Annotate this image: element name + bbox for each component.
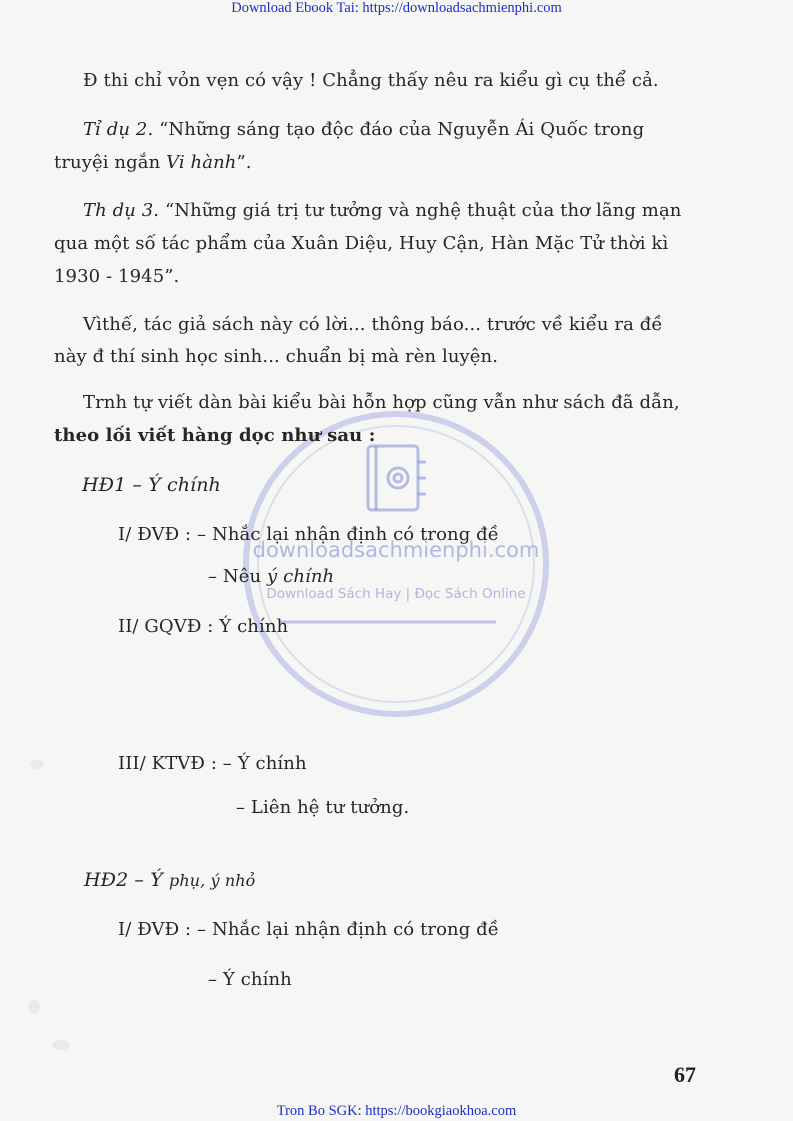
example-2-line-2: [54, 152, 252, 173]
scan-speck: [30, 760, 44, 769]
example-2-label: Tỉ dụ 2.: [83, 119, 154, 140]
paragraph-5-line-1: Trnh tự viết dàn bài kiểu bài hỗn hợp cũng vẫn như sách đã dẫn,: [83, 392, 680, 413]
hd2-sep: –: [128, 869, 151, 891]
example-3-line-2: qua một số tác phẩm của Xuân Diệu, Huy Cận, Hàn Mặc Tử thời kì: [54, 233, 669, 254]
hd1-sep: –: [126, 474, 149, 496]
example-2-text: “Những sáng tạo độc đáo của Nguyễn Ái Quốc trong: [159, 119, 645, 140]
paragraph-1: Đ thi chỉ vỏn vẹn có vậy ! Chẳng thấy nêu ra kiểu gì cụ thể cả.: [83, 70, 659, 91]
hd1-code: HĐ1: [82, 474, 127, 496]
book-at-icon: [368, 446, 426, 510]
example-2-close: ”.: [236, 152, 252, 173]
example-3-label: Th dụ 3.: [83, 200, 160, 221]
hd2-label-a: Ý: [150, 869, 169, 891]
example-2-text-b: truyệi ngắn: [54, 152, 167, 173]
scan-speck: [28, 1000, 40, 1014]
scan-speck: [52, 1040, 70, 1050]
hd2-heading: [84, 869, 255, 891]
hd2-label-b: phụ, ý nhỏ: [168, 871, 256, 890]
hd1-item-1: I/ ĐVĐ : – Nhắc lại nhận định có trong đề: [118, 524, 499, 545]
watermark-logo: [240, 408, 552, 720]
example-3-line-1: [83, 200, 681, 221]
page-number: 67: [674, 1062, 696, 1087]
hd1-item-3b: – Liên hệ tư tưởng.: [236, 797, 410, 818]
download-header-link[interactable]: Download Ebook Tai: https://downloadsachmienphi.com: [231, 0, 562, 16]
watermark-site: downloadsachmienphi.com: [252, 538, 540, 562]
paragraph-5-line-2: theo lối viết hàng dọc như sau :: [54, 425, 376, 446]
hd1-heading: [82, 474, 221, 496]
hd1-item-3: III/ KTVĐ : – Ý chính: [118, 753, 307, 774]
hd1-item-1b: [208, 566, 334, 587]
hd2-code: HĐ2: [84, 869, 129, 891]
hd1-item-1b-a: – Nêu: [208, 566, 268, 587]
example-3-text: “Những giá trị tư tưởng và nghệ thuật của thơ lãng mạn: [164, 200, 682, 221]
hd1-item-1b-b: ý chính: [267, 566, 335, 587]
watermark-tagline: Download Sách Hay | Đọc Sách Online: [266, 586, 526, 602]
paragraph-4-line-1: Vìthế, tác giả sách này có lời... thông báo... trước về kiểu ra đề: [83, 314, 663, 335]
example-3-line-3: 1930 - 1945”.: [54, 266, 180, 287]
hd2-item-1b: – Ý chính: [208, 969, 292, 990]
textbook-footer-link[interactable]: Tron Bo SGK: https://bookgiaokhoa.com: [276, 1103, 517, 1119]
hd2-item-1: I/ ĐVĐ : – Nhắc lại nhận định có trong đề: [118, 919, 499, 940]
paragraph-4-line-2: này đ thí sinh học sinh... chuẩn bị mà rèn luyện.: [54, 346, 499, 367]
example-2-line-1: [83, 119, 644, 140]
hd1-item-2: II/ GQVĐ : Ý chính: [118, 616, 289, 637]
example-2-title: Vi hành: [166, 152, 237, 173]
hd1-label: Ý chính: [148, 474, 221, 496]
